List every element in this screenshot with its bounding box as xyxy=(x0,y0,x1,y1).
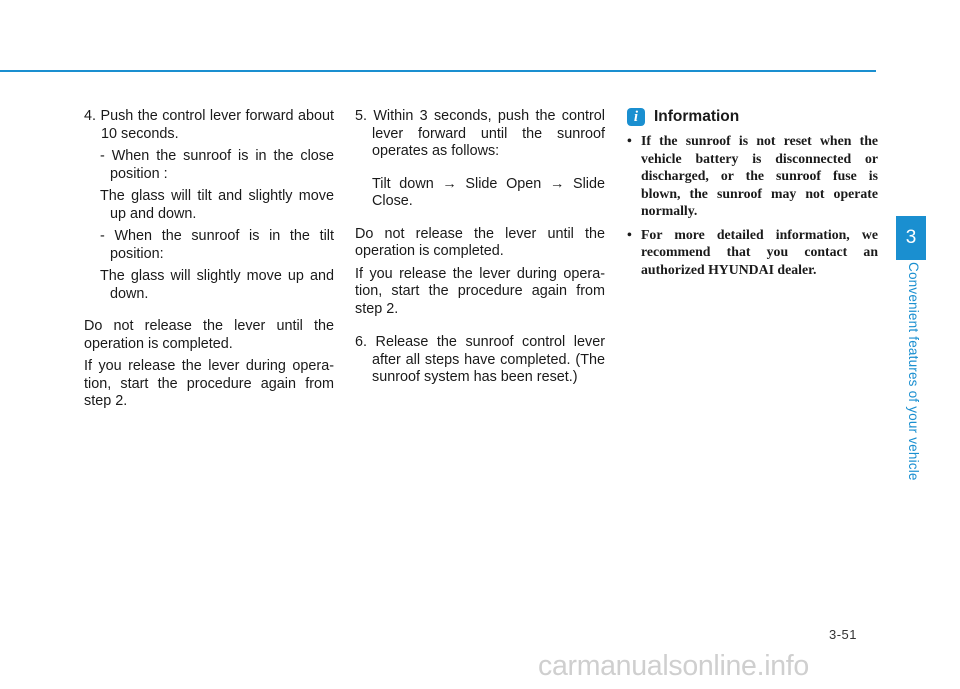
info-bullet-1: • If the sunroof is not reset when the vehicle battery is disconnected or discharged, or the sunroof fuse is blown, the sunroof may not operate normally. xyxy=(627,132,878,220)
sequence: Tilt down → Slide Open → Slide Close. xyxy=(372,175,605,209)
step-4: 4. Push the control lever forward about 10 seconds. xyxy=(84,108,334,142)
step-5: 5. Within 3 seconds, push the control lever forward until the sunroof operates as follows: xyxy=(355,108,605,159)
close-case: - When the sunroof is in the close position : xyxy=(100,148,334,182)
info-icon: i xyxy=(627,108,645,126)
header-rule xyxy=(0,70,876,72)
information-box xyxy=(627,108,878,284)
if-release-note-2: If you release the lever during opera-tion, start the procedure again from step 2. xyxy=(355,265,605,317)
tilt-result: The glass will slightly move up and down. xyxy=(100,268,334,302)
dont-release-note-2: Do not release the lever until the operation is completed. xyxy=(355,225,605,259)
information-list xyxy=(627,132,878,278)
close-result: The glass will tilt and slightly move up and down. xyxy=(100,188,334,222)
tilt-case: - When the sunroof is in the tilt position: xyxy=(100,228,334,262)
watermark: carmanualsonline.info xyxy=(538,650,809,682)
dont-release-note: Do not release the lever until the operation is completed. xyxy=(84,318,334,352)
info-bullet-2: • For more detailed information, we recommend that you contact an authorized HYUNDAI dealer. xyxy=(627,226,878,279)
information-title: Information xyxy=(654,108,740,126)
information-header xyxy=(627,108,878,126)
page-number: 3-51 xyxy=(829,627,858,642)
chapter-tab: 3 xyxy=(896,216,926,260)
chapter-title: Convenient features of your vehicle xyxy=(906,262,921,481)
column-1 xyxy=(84,108,334,411)
if-release-note: If you release the lever during opera-tion, start the procedure again from step 2. xyxy=(84,358,334,409)
column-2 xyxy=(355,108,605,387)
step-6: 6. Release the sunroof control lever after all steps have completed. (The sunroof system has been reset.) xyxy=(355,334,605,385)
